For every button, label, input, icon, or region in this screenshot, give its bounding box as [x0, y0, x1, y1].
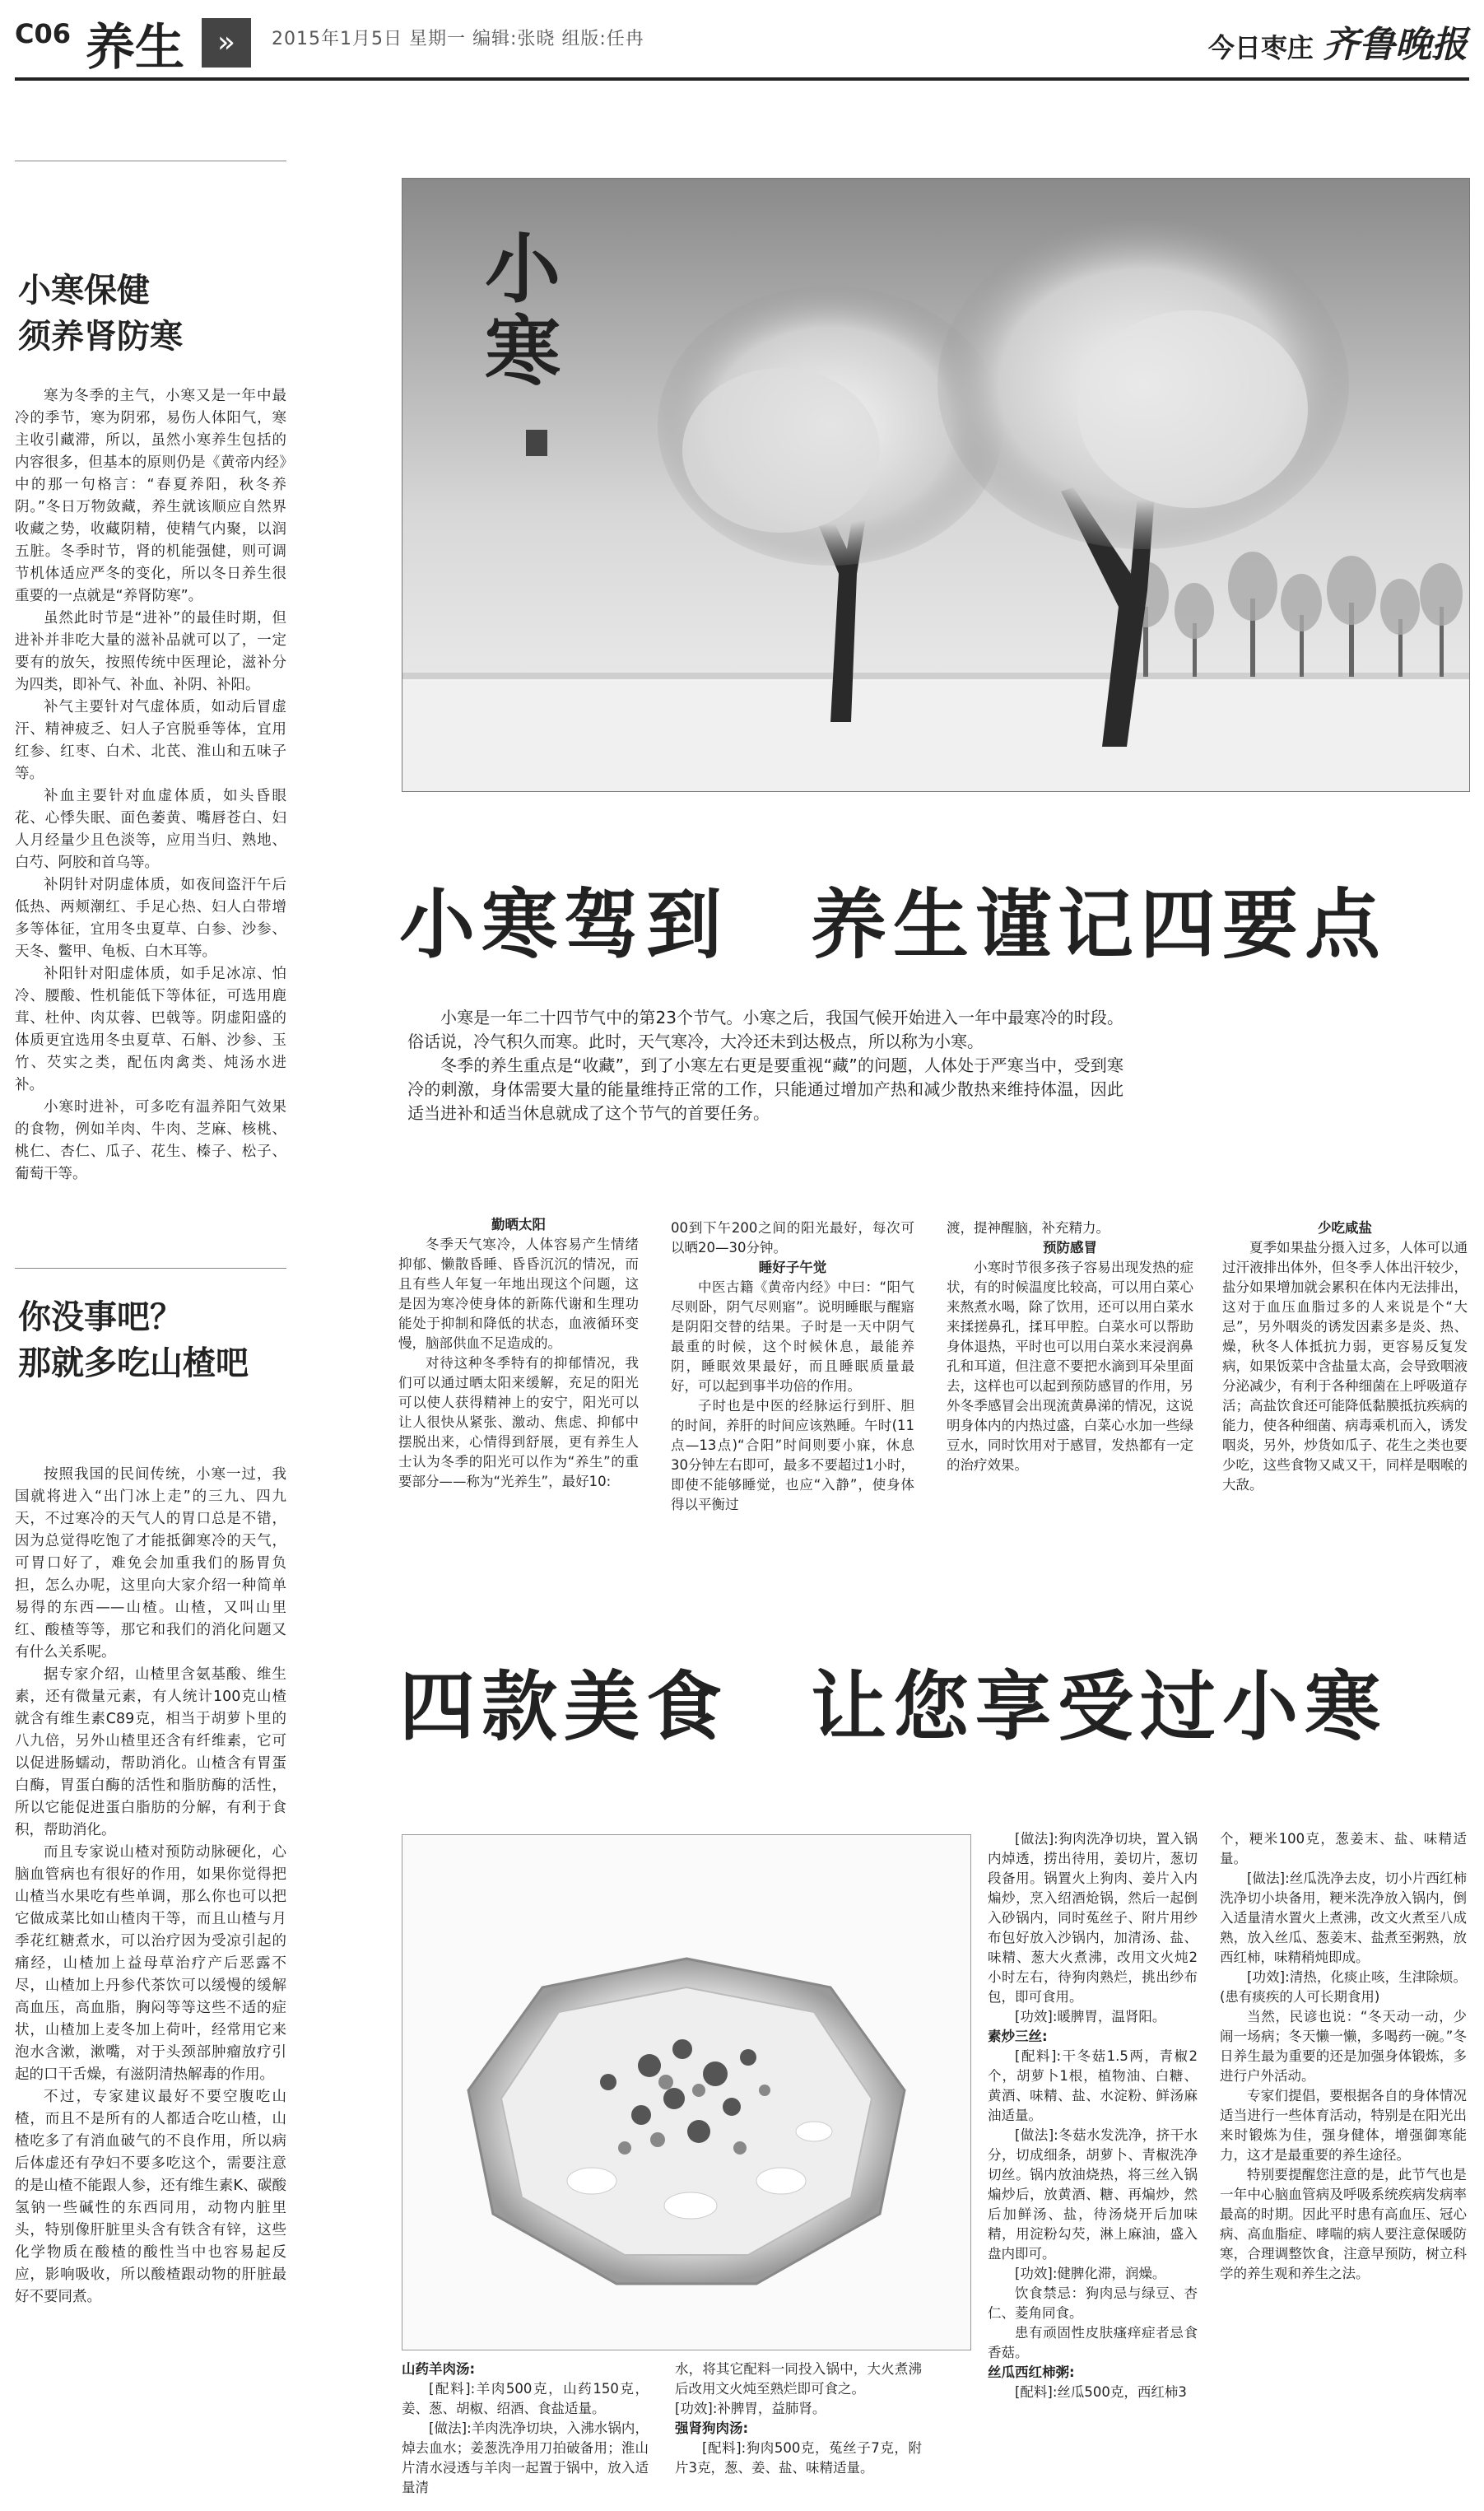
left-article-2-body	[15, 1464, 286, 2308]
paragraph: [功效]:暖脾胃，温肾阳。	[1015, 2009, 1166, 2024]
subtitle: 预防感冒	[1043, 1240, 1097, 1256]
header-rule	[15, 77, 1469, 81]
subtitle: 丝瓜西红柿粥:	[988, 2364, 1075, 2380]
issue-line: 2015年1月5日 星期一 编辑:张晓 组版:任冉	[272, 29, 644, 49]
left-column-divider	[15, 1268, 286, 1269]
main-article-1-intro	[407, 1006, 1123, 1125]
paragraph: 不过，专家建议最好不要空腹吃山楂，而且不是所有的人都适合吃山楂，山楂吃多了有消血破气的不良作用，所以病后体虚还有孕妇不要多吃这个，需要注意的是山楂不能跟人参，还有维生素K、碳酸氢钠一些碱性的东西同用，动物内脏里头，特别像肝脏里头含有铁含有锌，这些化学物质在酸楂的酸性当中也容易起反应，影响吸收，所以酸楂跟动物的肝脏最好不要同煮。	[15, 2089, 286, 2305]
effect-line: [功效]:补脾胃，益肺肾。	[675, 2401, 826, 2416]
subtitle: 强肾狗肉汤:	[675, 2420, 749, 2436]
paragraph: 而且专家说山楂对预防动脉硬化，心脑血管病也有很好的作用，如果你觉得把山楂当水果吃有些单调，那么你也可以把它做成菜比如山楂肉干等，而且山楂与月季花红糖煮水，可以治疗因为受凉引起的痛经，山楂加上益母草治疗产后恶露不尽，山楂加上丹参代茶饮可以缓慢的缓解高血压，高血脂，胸闷等等这些不适的症状，山楂加上麦冬加上荷叶，经常用它来泡水含漱，漱嘴，对于头颈部肿瘤放疗引起的口干舌燥，有滋阴清热解毒的作用。	[15, 1844, 286, 2083]
left-article-1-title-line2: 须养肾防寒	[18, 317, 183, 356]
paragraph: 特别要提醒您注意的是，此节气也是一年中心脑血管病及呼吸系统疾病发病率最高的时期。因此平时患有高血压、冠心病、高血脂症、哮喘的病人要注意保暖防寒，合理调整饮食，注意早预防，树立科学的养生观和养生之法。	[1220, 2167, 1467, 2281]
paragraph: 补阴针对阴虚体质，如夜间盗汗午后低热、两颊潮红、手足心热、妇人白带增多等体征，宜用冬虫夏草、白参、沙参、天冬、鳖甲、龟板、白木耳等。	[15, 877, 286, 960]
paper-name: 齐鲁晚报	[1323, 24, 1468, 66]
subtitle: 素炒三丝:	[988, 2029, 1048, 2044]
paragraph: 夏季如果盐分摄入过多，人体可以通过汗液排出体外，但冬季人体出汗较少，盐分如果增加就会累积在体内无法排出，这对于血压血脂过多的人来说是个“大忌”，另外咽炎的诱发因素多是炎、热、燥，秋冬人体抵抗力弱，更容易反复发病，如果饭菜中含盐量太高，会导致咽液分泌减少，有利于各种细菌在上呼吸道存活；高盐饮食还可能降低黏膜抵抗疾病的能力，使各种细菌、病毒乘机而入，诱发咽炎，另外，炒货如瓜子、花生之类也要少吃，这些食物又咸又干，同样是咽喉的大敌。	[1222, 1240, 1468, 1493]
main-article-2-col2	[675, 2360, 922, 2478]
page-number: C06	[15, 18, 72, 49]
subtitle: 睡好子午觉	[758, 1260, 827, 1275]
paragraph: 饮食禁忌：狗肉忌与绿豆、杏仁、菱角同食。	[988, 2285, 1198, 2321]
main-article-2-col3	[988, 1829, 1198, 2402]
main-article-1-col4	[1222, 1218, 1468, 1495]
paragraph: [功效]:清热，化痰止咳，生津除烦。(患有痰疾的人可长期食用)	[1220, 1969, 1467, 2005]
paper-prefix: 今日枣庄	[1207, 32, 1314, 63]
paragraph: 小寒时节很多孩子容易出现发热的症状，有的时候温度比较高，可以用白菜心来熬煮水喝，除了饮用，还可以用白菜水来揉搓鼻孔，揉耳甲腔。白菜水可以帮助身体退热，平时也可以用白菜水来浸润鼻孔和耳道，但注意不要把水滴到耳朵里面去，这样也可以起到预防感冒的作用，另外冬季感冒会出现流黄鼻涕的情况，这说明身体内的内热过盛，白菜心水加一些绿豆水，同时饮用对于感冒，发热都有一定的治疗效果。	[947, 1260, 1193, 1473]
paragraph: [配料]:干冬菇1.5两，青椒2个，胡萝卜1根，植物油、白糖、黄酒、味精、盐、水淀粉、鲜汤麻油适量。	[988, 2048, 1198, 2123]
paragraph: 按照我国的民间传统，小寒一过，我国就将进入“出门冰上走”的三九、四九天，不过寒冷的天气人的胃口总是不错，因为总觉得吃饱了才能抵御寒冷的天气，可胃口好了，难免会加重我们的肠胃负担，怎么办呢，这里向大家介绍一种简单易得的东西——山楂。山楂，又叫山里红、酸楂等等，那它和我们的消化问题又有什么关系呢。	[15, 1466, 286, 1661]
subtitle: 少吃咸盐	[1318, 1220, 1372, 1236]
main-article-1-col2	[671, 1218, 914, 1515]
main-article-1-col1	[398, 1215, 639, 1492]
left-article-1-body	[15, 385, 286, 1186]
paragraph: 专家们提倡，要根据各自的身体情况适当进行一些体育活动，特别是在阳光出来时锻炼为佳，强身健体，增强御寒能力，这才是最重要的养生途径。	[1220, 2088, 1467, 2163]
left-article-1-title-line1: 小寒保健	[18, 271, 150, 310]
paragraph: 寒为冬季的主气，小寒又是一年中最冷的季节，寒为阴邪，易伤人体阳气，寒主收引藏滞，所以，虽然小寒养生包括的内容很多，但基本的原则仍是《黄帝内经》中的那一句格言：“春夏养阳，秋冬养阴。”冬日万物敛藏，养生就该顺应自然界收藏之势，收藏阴精，使精气内聚，以润五脏。冬季时节，肾的机能强健，则可调节机体适应严冬的变化，所以冬日养生很重要的一点就是“养肾防寒”。	[15, 388, 286, 604]
paragraph: [配料]:狗肉500克，菟丝子7克，附片3克，葱、姜、盐、味精适量。	[675, 2440, 922, 2476]
newspaper-masthead	[1208, 15, 1468, 68]
left-article-2-title	[18, 1294, 249, 1386]
left-article-1-title	[18, 268, 183, 360]
paragraph: [配料]:丝瓜500克，西红柿3	[1015, 2384, 1187, 2400]
paragraph: 补气主要针对气虚体质，如动后冒虚汗、精神疲乏、妇人子宫脱垂等体，宜用红参、红枣、白术、北芪、淮山和五味子等。	[15, 699, 286, 782]
paragraph: 子时也是中医的经脉运行到肝、胆的时间，养肝的时间应该熟睡。午时(11点—13点)“合阳”时间则要小寐，休息30分钟左右即可，最多不要超过1小时，即使不能够睡觉，也应“入静”，使身体得以平衡过	[671, 1398, 914, 1512]
paragraph: 对待这种冬季特有的抑郁情况，我们可以通过晒太阳来缓解，充足的阳光可以使人获得精神上的安宁，阳光可以让人很快从紧张、激动、焦虑、抑郁中摆脱出来，心情得到舒展，更有养生人士认为冬季的阳光可以作为“养生”的重要部分——称为“光养生”，最好10:	[398, 1355, 639, 1489]
paragraph: 补阳针对阳虚体质，如手足冰凉、怕冷、腰酸、性机能低下等体征，可选用鹿茸、杜仲、肉苁蓉、巴戟等。阴虚阳盛的体质更宜选用冬虫夏草、石斛、沙参、玉竹、芡实之类，配伍肉禽类、炖汤水进补。	[15, 966, 286, 1093]
left-article-2-title-line2: 那就多吃山楂吧	[18, 1344, 249, 1382]
lead-text: 个，粳米100克，葱姜末、盐、味精适量。	[1220, 1831, 1467, 1866]
intro-paragraph: 小寒是一年二十四节气中的第23个节气。小寒之后，我国气候开始进入一年中最寒冷的时段。俗话说，冷气积久而寒。此时，天气寒冷，大冷还未到达极点，所以称为小寒。	[407, 1008, 1123, 1051]
intro-paragraph: 冬季的养生重点是“收藏”，到了小寒左右更是要重视“藏”的问题，人体处于严寒当中，受到寒冷的刺激，身体需要大量的能量维持正常的工作，只能通过增加产热和减少散热来维持体温，因此适当进补和适当休息就成了这个节气的首要任务。	[407, 1055, 1123, 1123]
paragraph: [做法]:羊肉洗净切块，入沸水锅内，焯去血水；姜葱洗净用刀拍破备用；淮山片清水浸透与羊肉一起置于锅中，放入适量清	[402, 2420, 649, 2495]
main-article-2-col1	[402, 2360, 649, 2498]
paragraph: 冬季天气寒冷，人体容易产生情绪抑郁、懒散昏睡、昏昏沉沉的情况，而且有些人年复一年地出现这个问题，这是因为寒冷使身体的新陈代谢和生理功能处于抑制和降低的状态，血液循环变慢，脑部供血不足造成的。	[398, 1237, 639, 1351]
lead-text: 00到下午200之间的阳光最好，每次可以晒20—30分钟。	[671, 1220, 914, 1256]
main-article-1-col3	[947, 1218, 1193, 1475]
paragraph: [做法]:丝瓜洗净去皮，切小片西红柿洗净切小块备用，粳米洗净放入锅内，倒入适量清水置火上煮沸，改文火煮至八成熟，放入丝瓜、葱姜末、盐煮至粥熟，放西红柿，味精稍炖即成。	[1220, 1870, 1467, 1965]
paragraph: 据专家介绍，山楂里含氨基酸、维生素，还有微量元素，有人统计100克山楂就含有维生素C89克，相当于胡萝卜里的八九倍，另外山楂里还含有纤维素，它可以促进肠蠕动，帮助消化。山楂含有胃蛋白酶，胃蛋白酶的活性和脂肪酶的活性，所以它能促进蛋白脂肪的分解，有利于食积，帮助消化。	[15, 1666, 286, 1838]
paragraph: 当然，民谚也说：“冬天动一动，少闹一场病；冬天懒一懒，多喝药一碗。”冬日养生最为重要的还是加强身体锻炼，多进行户外活动。	[1220, 2009, 1467, 2084]
yam-mutton-soup-photo	[402, 1834, 971, 2350]
paragraph: [配料]:羊肉500克，山药150克，姜、葱、胡椒、绍酒、食盐适量。	[402, 2381, 649, 2416]
lead-text: 渡，提神醒脑，补充精力。	[947, 1220, 1110, 1236]
section-title: 养生	[86, 19, 184, 77]
paragraph: [功效]:健脾化滞，润燥。	[1015, 2266, 1166, 2281]
paragraph: 中医古籍《黄帝内经》中曰：“阳气尽则卧，阴气尽则寤”。说明睡眠与醒寤是阴阳交替的结果。子时是一天中阴气最重的时候，这个时候休息，最能养阴，睡眠效果最好，而且睡眠质量最好，可以起到事半功倍的作用。	[671, 1279, 914, 1394]
paragraph: 患有顽固性皮肤瘙痒症者忌食香菇。	[988, 2325, 1198, 2360]
main-article-2-title: 四款美食 让您享受过小寒	[399, 1663, 1388, 1751]
subtitle: 山药羊肉汤:	[402, 2361, 476, 2377]
section-arrow-icon: »	[202, 18, 251, 68]
paragraph: [做法]:狗肉洗净切块，置入锅内焯透，捞出待用，姜切片，葱切段备用。锅置火上狗肉、姜片入内煸炒，烹入绍酒炝锅，然后一起倒入砂锅内，同时菟丝子、附片用纱布包好放入沙锅内，加清汤、盐、味精、葱大火煮沸，改用文火炖2小时左右，待狗肉熟烂，挑出纱布包，即可食用。	[988, 1831, 1198, 2005]
photo-title: 小寒	[485, 225, 561, 396]
left-article-2-title-line1: 你没事吧？	[18, 1297, 183, 1336]
paragraph: 虽然此时节是“进补”的最佳时期，但进补并非吃大量的滋补品就可以了，一定要有的放矢，按照传统中医理论，滋补分为四类，即补气、补血、补阴、补阳。	[15, 610, 286, 693]
paragraph: 补血主要针对血虚体质，如头昏眼花、心悸失眠、面色萎黄、嘴唇苍白、妇人月经量少且色淡等，应用当归、熟地、白芍、阿胶和首乌等。	[15, 788, 286, 871]
subtitle: 勤晒太阳	[491, 1217, 546, 1232]
winter-trees-photo	[402, 178, 1470, 792]
lead-text: 水，将其它配料一同投入锅中，大火煮沸后改用文火炖至熟烂即可食之。	[675, 2361, 922, 2397]
paragraph: [做法]:冬菇水发洗净，挤干水分，切成细条，胡萝卜、青椒洗净切丝。锅内放油烧热，将三丝入锅煸炒后，放黄酒、糖、再煸炒，然后加鲜汤、盐，待汤烧开后加味精，用淀粉勾芡，淋上麻油，盛入盘内即可。	[988, 2127, 1198, 2262]
main-article-1-title: 小寒驾到 养生谨记四要点	[399, 881, 1388, 969]
main-article-2-col4	[1220, 1829, 1467, 2284]
paragraph: 小寒时进补，可多吃有温养阳气效果的食物，例如羊肉、牛肉、芝麻、核桃、桃仁、杏仁、瓜子、花生、榛子、松子、葡萄干等。	[15, 1099, 286, 1182]
